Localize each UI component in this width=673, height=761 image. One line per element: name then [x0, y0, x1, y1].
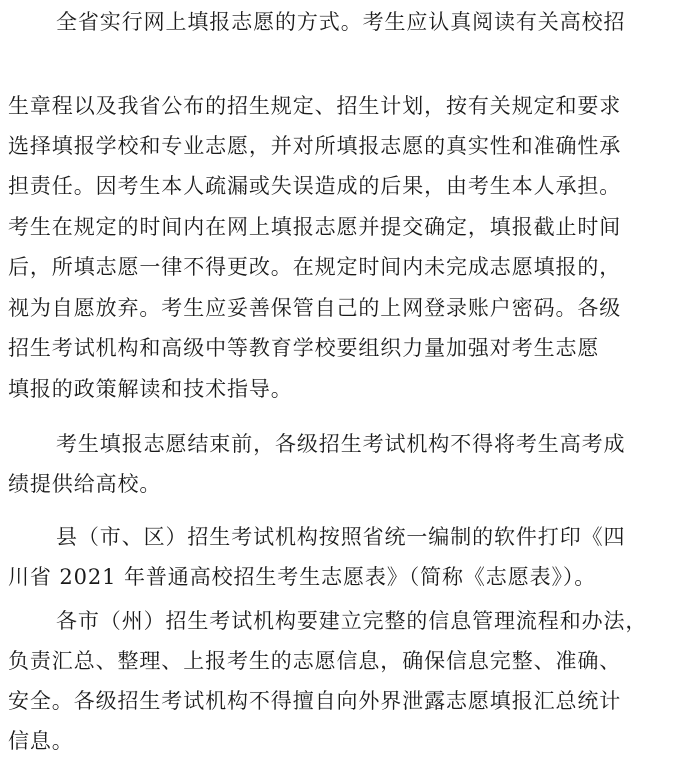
text-line: 各市（州）招生考试机构要建立完整的信息管理流程和办法， — [56, 609, 648, 633]
text-line: 填报的政策解读和技术指导。 — [8, 377, 293, 401]
text-line: 信息。 — [8, 729, 74, 753]
text-line: 选择填报学校和专业志愿，并对所填报志愿的真实性和准确性承 — [8, 134, 622, 158]
text-line: 生章程以及我省公布的招生规定、招生计划，按有关规定和要求 — [8, 94, 622, 118]
text-line: 招生考试机构和高级中等教育学校要组织力量加强对考生志愿 — [8, 336, 600, 360]
text-line: 全省实行网上填报志愿的方式。考生应认真阅读有关高校招 — [56, 10, 626, 34]
text-line: 安全。各级招生考试机构不得擅自向外界泄露志愿填报汇总统计 — [8, 689, 622, 713]
text-line: 担责任。因考生本人疏漏或失误造成的后果，由考生本人承担。 — [8, 174, 622, 198]
text-line: 县（市、区）招生考试机构按照省统一编制的软件打印《四 — [56, 525, 626, 549]
text-line: 绩提供给高校。 — [8, 472, 162, 496]
text-line: 后，所填志愿一律不得更改。在规定时间内未完成志愿填报的， — [8, 255, 622, 279]
text-line: 考生在规定的时间内在网上填报志愿并提交确定，填报截止时间 — [8, 215, 622, 239]
text-line: 考生填报志愿结束前，各级招生考试机构不得将考生高考成 — [56, 432, 626, 456]
text-line: 负责汇总、整理、上报考生的志愿信息，确保信息完整、准确、 — [8, 649, 622, 673]
text-line: 川省 2021 年普通高校招生考生志愿表》（简称《志愿表》）。 — [8, 565, 597, 589]
text-line: 视为自愿放弃。考生应妥善保管自己的上网登录账户密码。各级 — [8, 296, 622, 320]
